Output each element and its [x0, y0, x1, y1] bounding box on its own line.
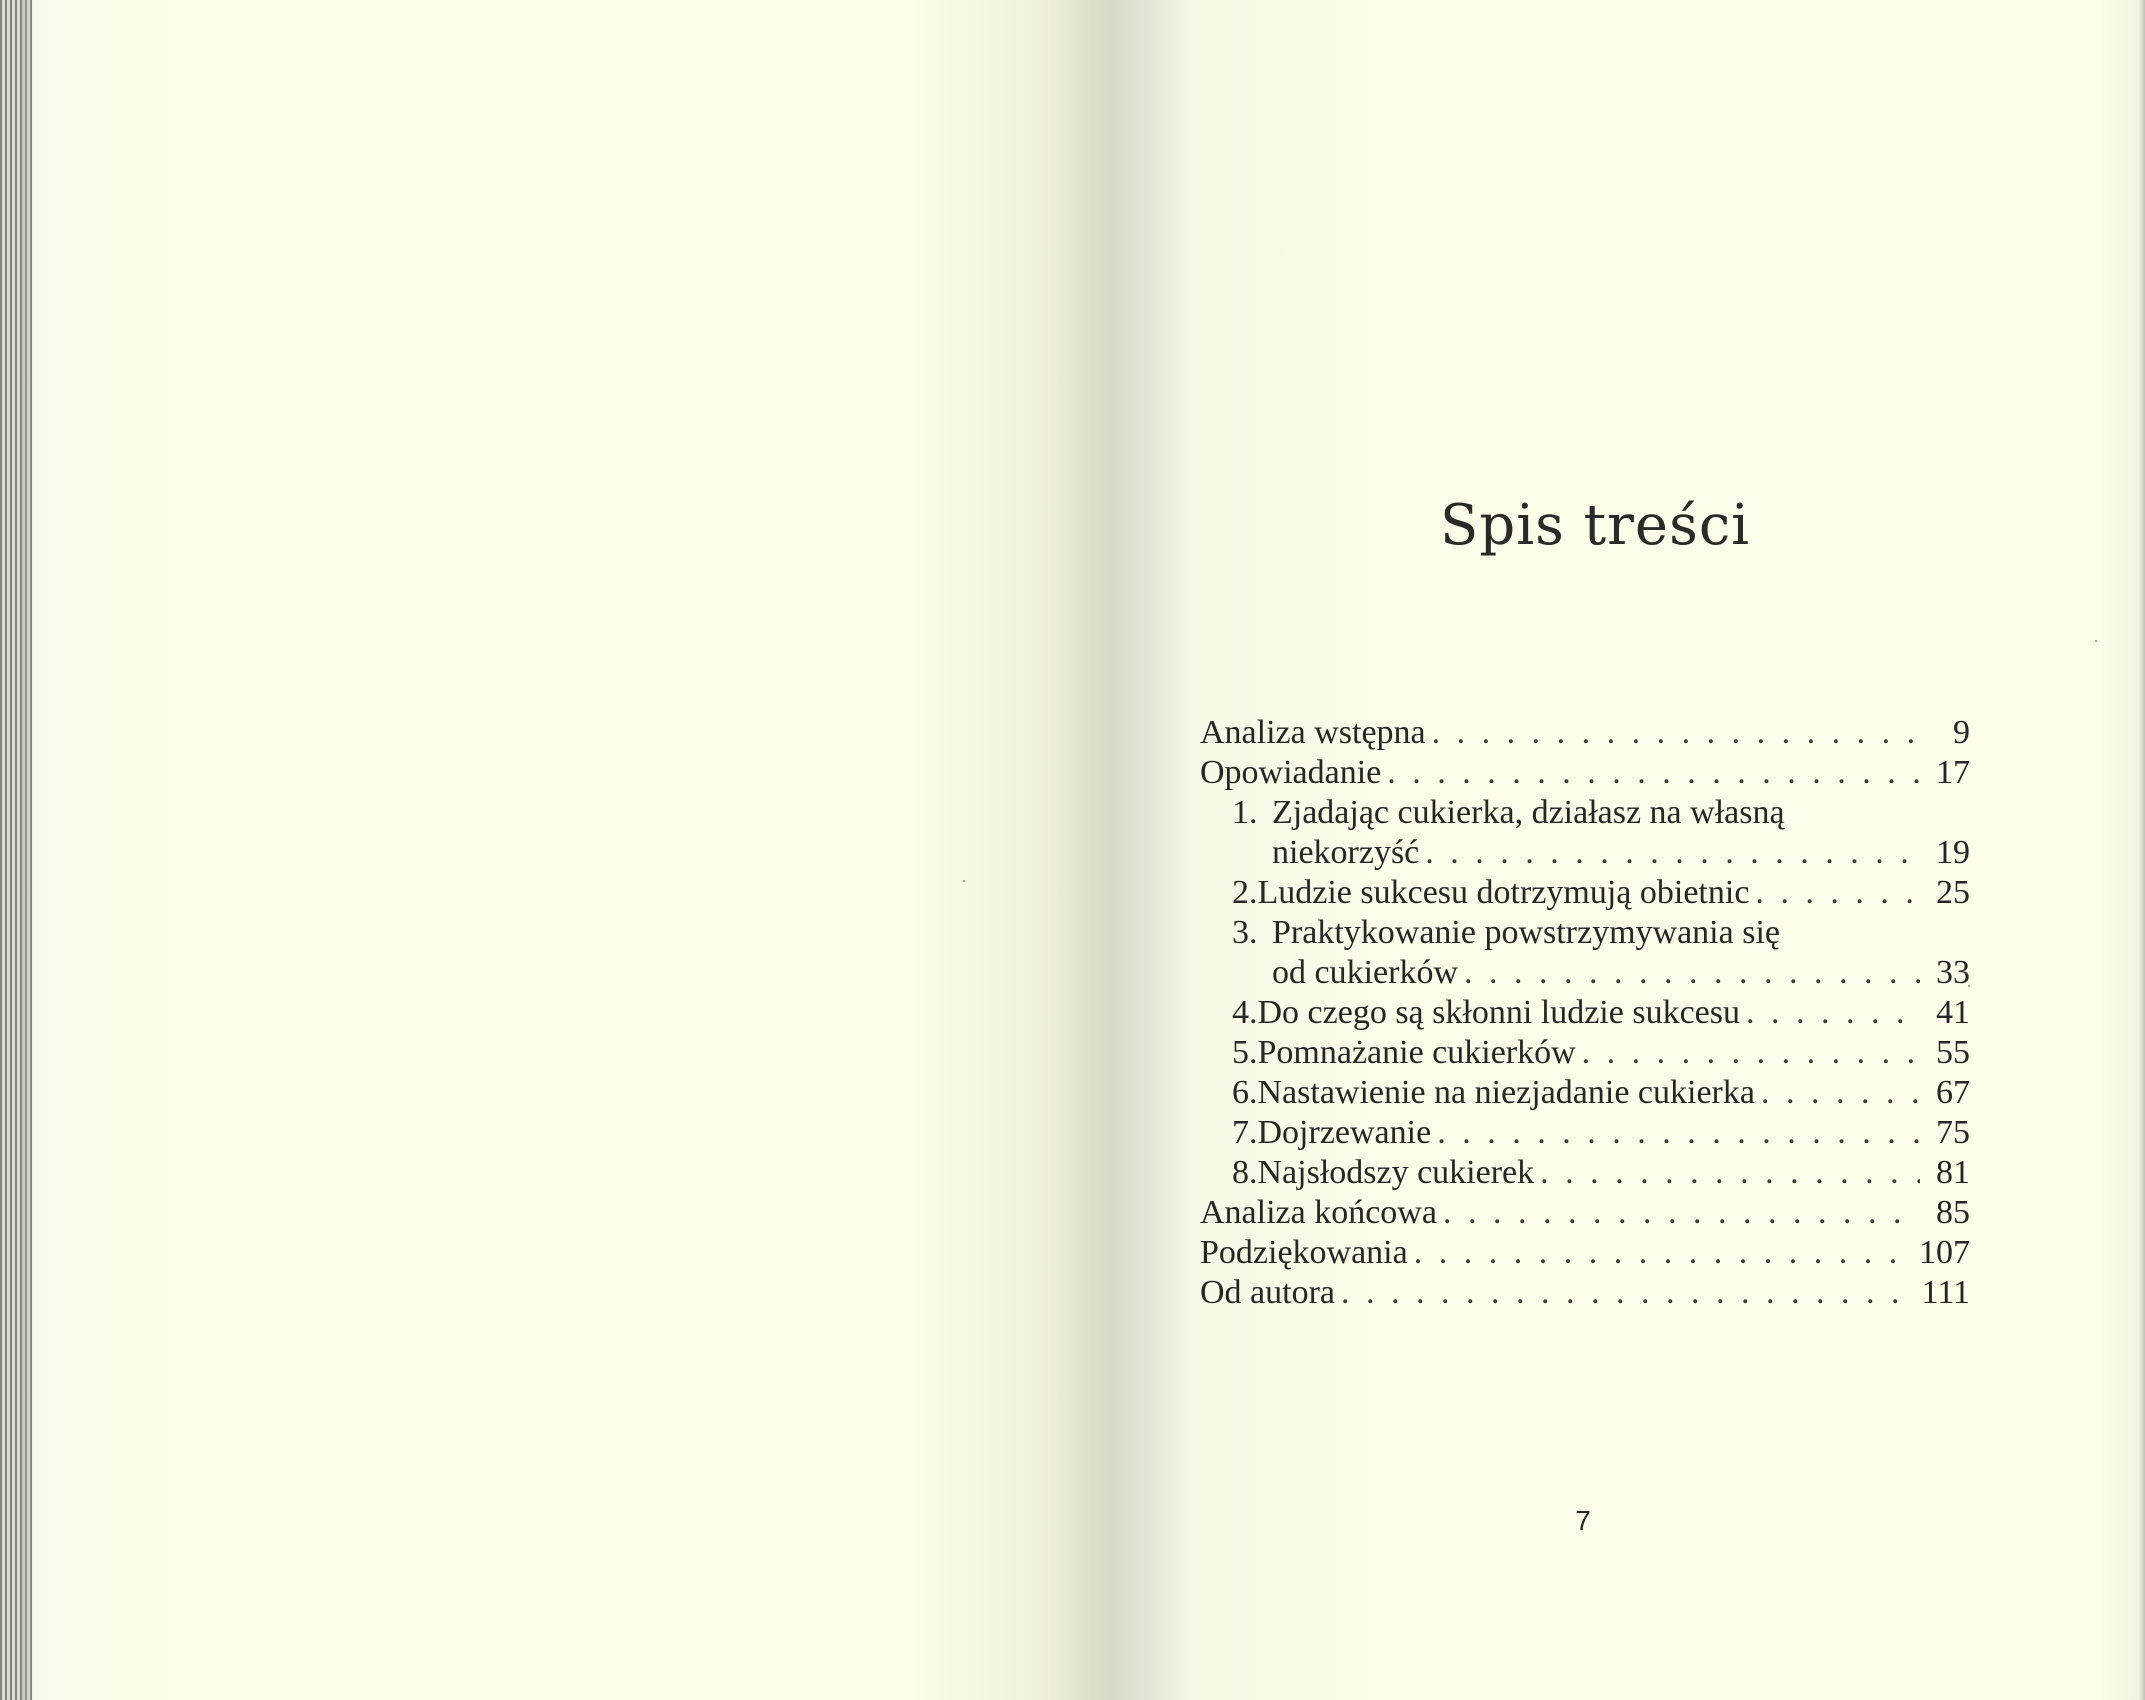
- toc-chapter-entry-continued[interactable]: [1200, 833, 1970, 873]
- paper-speck: [963, 880, 965, 882]
- toc-entry-label-continued: niekorzyść: [1272, 834, 1420, 871]
- toc-entry-page: 19: [1936, 834, 1970, 871]
- toc-entry[interactable]: [1200, 1233, 1970, 1273]
- toc-entry-page: 107: [1919, 1234, 1970, 1271]
- toc-chapter-entry[interactable]: [1200, 873, 1970, 913]
- toc-chapter-entry[interactable]: [1200, 1113, 1970, 1153]
- dot-leader: [1341, 1273, 1916, 1313]
- toc-entry-label: Pomnażanie cukierków: [1257, 1034, 1576, 1071]
- dot-leader: [1437, 1113, 1920, 1153]
- toc-entry-label: Ludzie sukcesu dotrzymują obietnic: [1257, 874, 1750, 911]
- toc-entry-page: 75: [1936, 1114, 1970, 1151]
- chapter-number: 4.: [1232, 994, 1258, 1031]
- chapter-number: 6.: [1232, 1074, 1258, 1111]
- chapter-number: 5.: [1232, 1034, 1258, 1071]
- book-gutter: [1070, 0, 1190, 1700]
- page-number: 7: [1575, 1505, 1591, 1536]
- toc-entry-page: 81: [1936, 1154, 1970, 1191]
- toc-entry-label: Najsłodszy cukierek: [1257, 1154, 1535, 1191]
- dot-leader: [1755, 873, 1920, 913]
- toc-entry-label: Zjadając cukierka, działasz na własną: [1272, 794, 1785, 831]
- toc-entry-page: 85: [1936, 1194, 1970, 1231]
- dot-leader: [1425, 833, 1920, 873]
- dot-leader: [1746, 993, 1920, 1033]
- toc-entry-page: 33: [1936, 954, 1970, 991]
- right-page-edge: [2139, 0, 2145, 1700]
- toc-entry-label: Opowiadanie: [1200, 754, 1382, 791]
- toc-entry-label: Podziękowania: [1200, 1234, 1408, 1271]
- toc-entry[interactable]: [1200, 753, 1970, 793]
- dot-leader: [1540, 1153, 1920, 1193]
- toc-entry[interactable]: [1200, 713, 1970, 753]
- toc-entry-label: Analiza końcowa: [1200, 1194, 1437, 1231]
- toc-entry-label: Do czego są skłonni ludzie sukcesu: [1257, 994, 1740, 1031]
- dot-leader: [1582, 1033, 1920, 1073]
- toc-entry[interactable]: [1200, 1193, 1970, 1233]
- toc-entry-page: 55: [1936, 1034, 1970, 1071]
- page-edge-shadow: [22, 0, 34, 1700]
- page-title: Spis treści: [1440, 492, 1751, 558]
- toc-entry-page: 67: [1936, 1074, 1970, 1111]
- toc-entry-label: Praktykowanie powstrzymywania się: [1272, 914, 1780, 951]
- toc-chapter-entry[interactable]: [1200, 1073, 1970, 1113]
- toc-chapter-entry[interactable]: [1200, 913, 1970, 953]
- toc-entry-page: 111: [1921, 1274, 1970, 1311]
- toc-entry-page: 41: [1936, 994, 1970, 1031]
- chapter-number: 3.: [1232, 914, 1258, 951]
- dot-leader: [1761, 1073, 1920, 1113]
- chapter-number: 1.: [1232, 794, 1258, 831]
- toc-entry[interactable]: [1200, 1273, 1970, 1313]
- toc-chapter-entry[interactable]: [1200, 1033, 1970, 1073]
- toc-chapter-entry[interactable]: [1200, 1153, 1970, 1193]
- paper-speck: [2095, 640, 2097, 642]
- toc-entry-page: 25: [1936, 874, 1970, 911]
- dot-leader: [1443, 1193, 1920, 1233]
- toc-entry-page: 17: [1936, 754, 1970, 791]
- chapter-number: 7.: [1232, 1114, 1258, 1151]
- toc-chapter-entry-continued[interactable]: [1200, 953, 1970, 993]
- chapter-number: 8.: [1232, 1154, 1258, 1191]
- toc-entry-label: Nastawienie na niezjadanie cukierka: [1257, 1074, 1755, 1111]
- toc-entry-label: Od autora: [1200, 1274, 1336, 1311]
- chapter-number: 2.: [1232, 874, 1258, 911]
- toc-chapter-entry[interactable]: [1200, 993, 1970, 1033]
- table-of-contents: [1200, 713, 1970, 1313]
- dot-leader: [1464, 953, 1920, 993]
- toc-chapter-entry[interactable]: [1200, 793, 1970, 833]
- toc-entry-label-continued: od cukierków: [1272, 954, 1459, 991]
- toc-entry-label: Analiza wstępna: [1200, 714, 1426, 751]
- toc-entry-label: Dojrzewanie: [1257, 1114, 1432, 1151]
- dot-leader: [1432, 713, 1920, 753]
- toc-entry-page: 9: [1953, 714, 1970, 751]
- dot-leader: [1414, 1233, 1913, 1273]
- dot-leader: [1387, 753, 1920, 793]
